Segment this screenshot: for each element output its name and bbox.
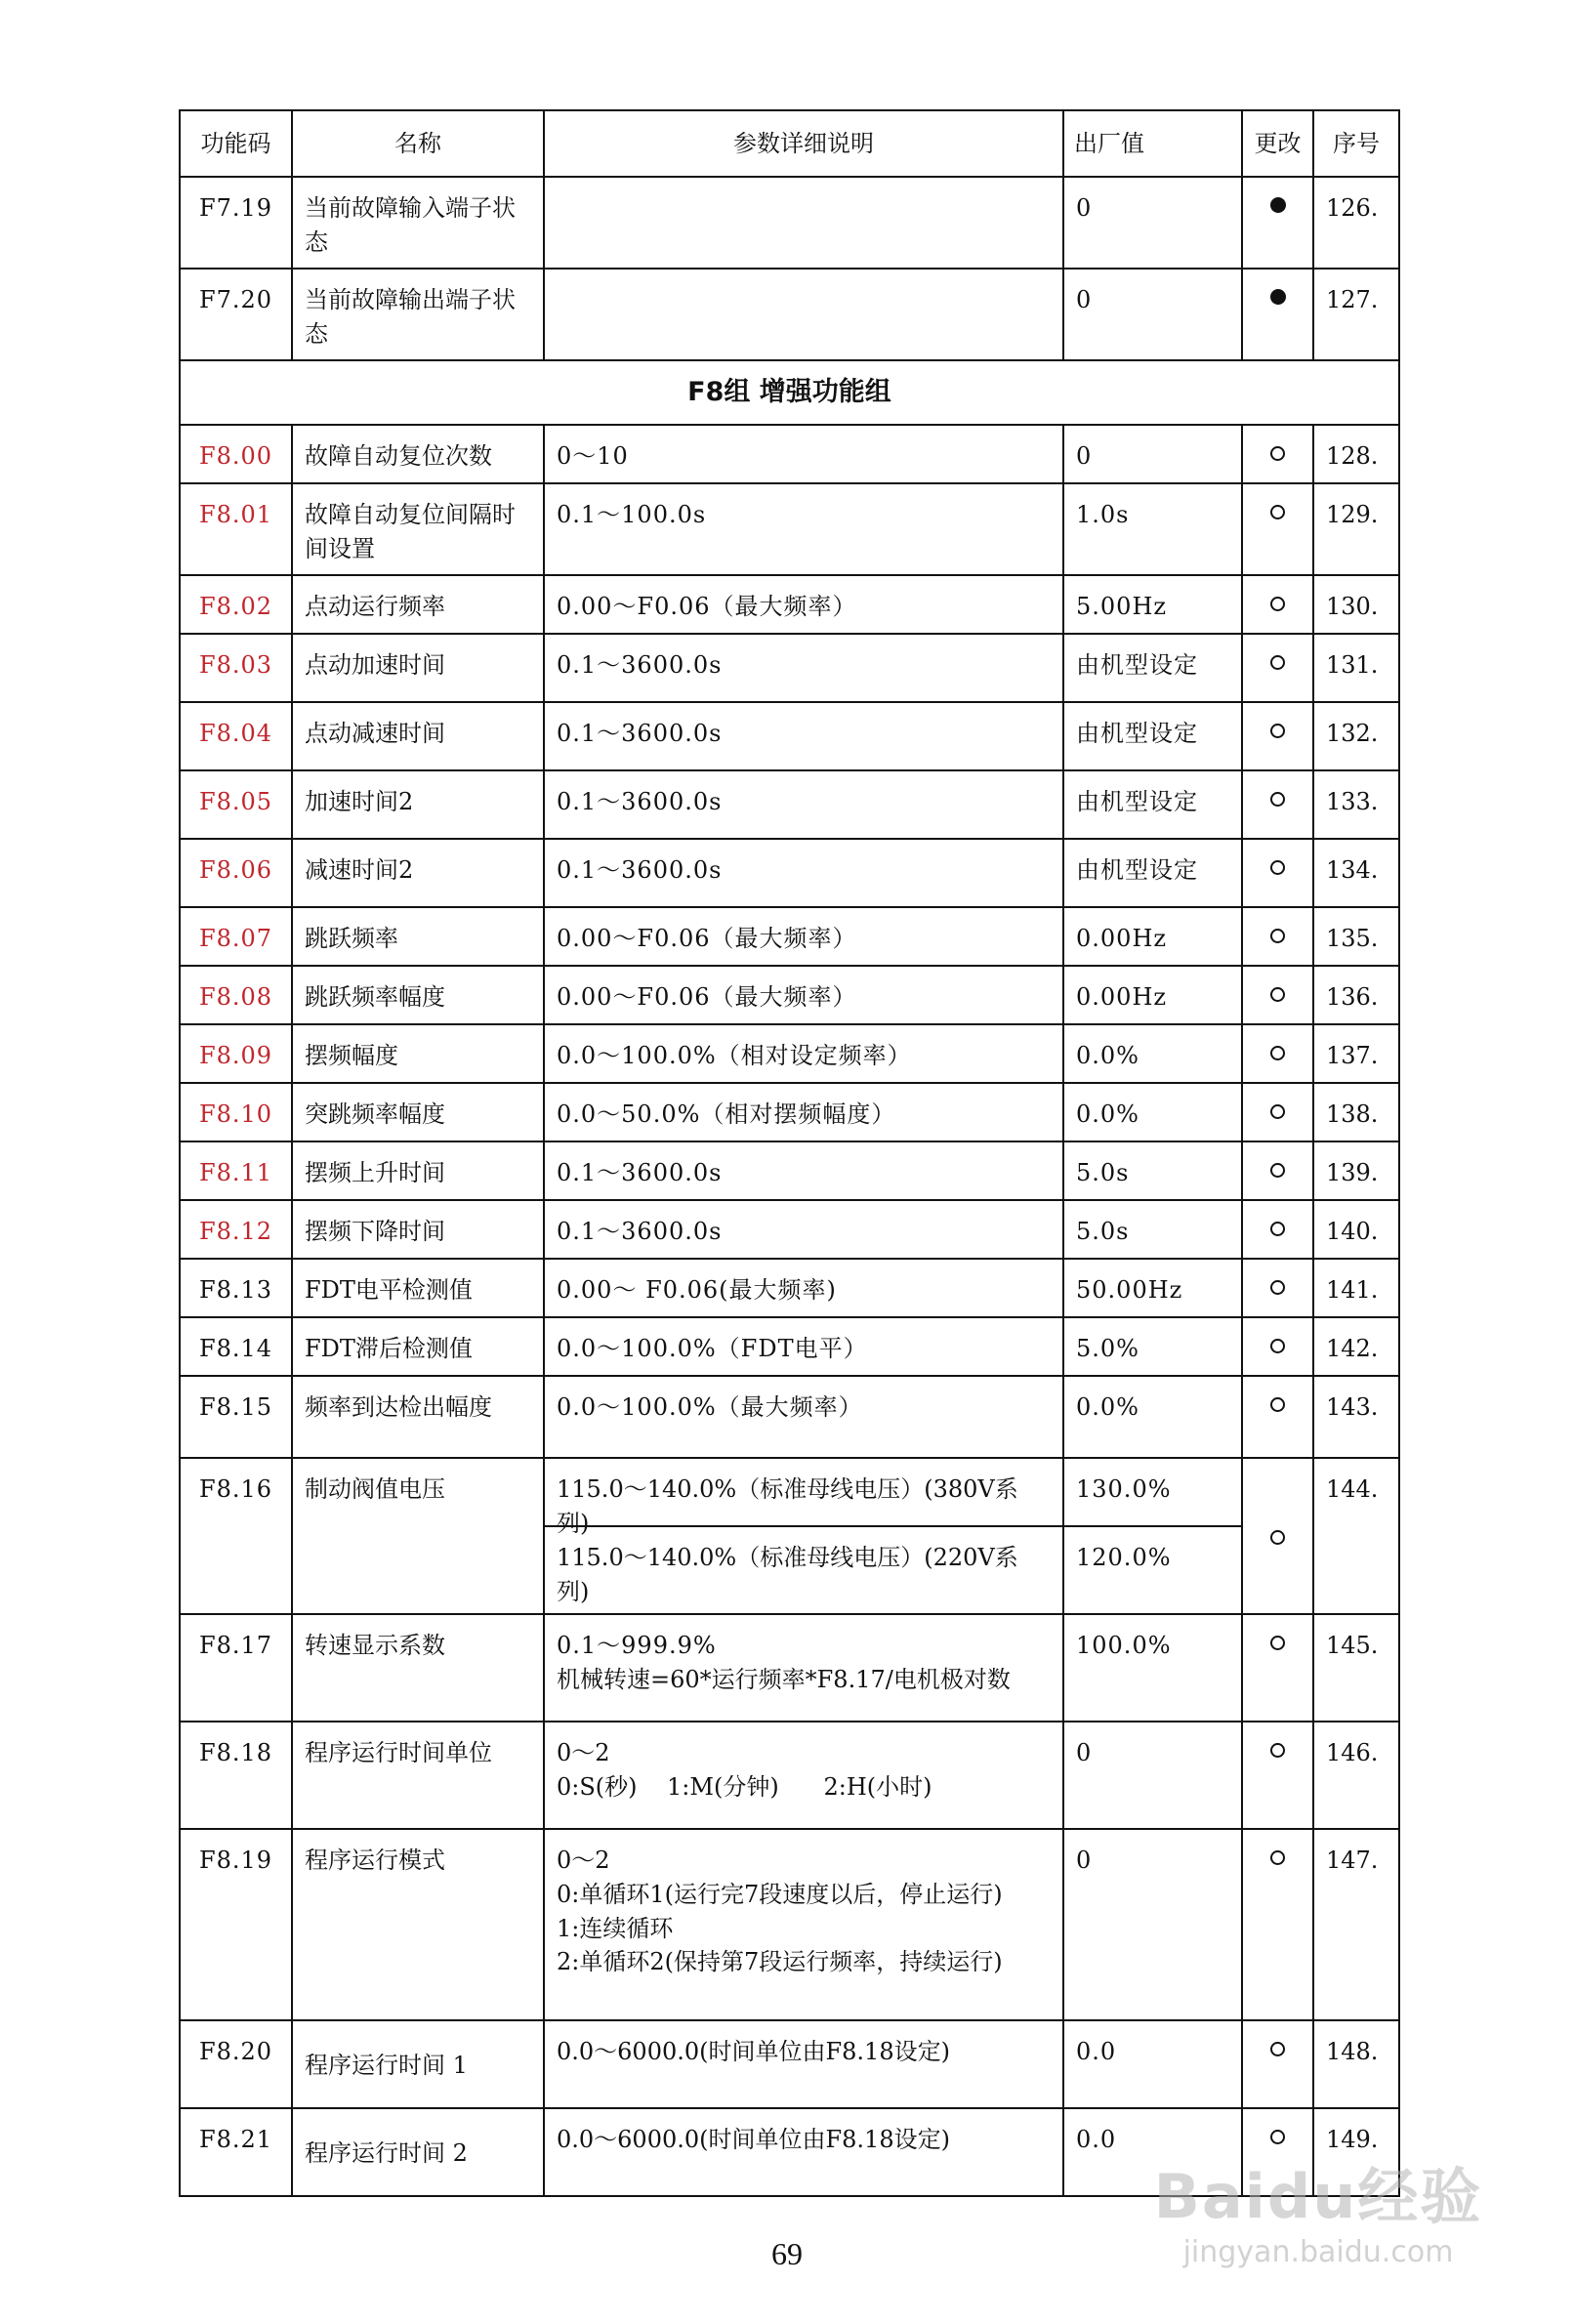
desc-line: 0:单循环1(运行完7段速度以后，停止运行) bbox=[557, 1880, 1003, 1908]
row-code: F8.07 bbox=[180, 907, 292, 966]
hollow-circle-icon bbox=[1270, 597, 1285, 611]
row-desc: 0.1～3600.0s bbox=[544, 1141, 1063, 1200]
row-default: 0 bbox=[1063, 1829, 1242, 2020]
row-change bbox=[1242, 1458, 1313, 1614]
table-row bbox=[180, 177, 1399, 269]
row-change bbox=[1242, 966, 1313, 1024]
table-row-f818 bbox=[180, 1722, 1399, 1829]
row-code: F7.19 bbox=[180, 177, 292, 269]
table-row bbox=[180, 966, 1399, 1024]
desc-line: 0～2 bbox=[557, 1739, 610, 1766]
row-change bbox=[1242, 634, 1313, 702]
row-name: 当前故障输出端子状态 bbox=[292, 269, 544, 360]
hollow-circle-icon bbox=[1270, 724, 1285, 738]
table-row bbox=[180, 575, 1399, 634]
row-name: 减速时间2 bbox=[292, 839, 544, 907]
row-desc bbox=[544, 177, 1063, 269]
row-desc bbox=[544, 1829, 1063, 2020]
table-header-row bbox=[180, 110, 1399, 177]
row-code: F8.17 bbox=[180, 1614, 292, 1722]
table-row-f816 bbox=[180, 1458, 1399, 1614]
row-default: 0 bbox=[1063, 1722, 1242, 1829]
hollow-circle-icon bbox=[1270, 1280, 1285, 1295]
row-seq: 131. bbox=[1313, 634, 1399, 702]
row-name: 故障自动复位间隔时间设置 bbox=[292, 483, 544, 575]
row-code: F8.10 bbox=[180, 1083, 292, 1141]
row-code: F8.06 bbox=[180, 839, 292, 907]
row-name: 点动减速时间 bbox=[292, 702, 544, 770]
row-default: 0.0% bbox=[1063, 1083, 1242, 1141]
row-seq: 128. bbox=[1313, 425, 1399, 483]
group-title-row bbox=[180, 360, 1399, 425]
row-default: 由机型设定 bbox=[1063, 770, 1242, 839]
table-row bbox=[180, 1317, 1399, 1376]
row-change bbox=[1242, 575, 1313, 634]
table-row-f817 bbox=[180, 1614, 1399, 1722]
hollow-circle-icon bbox=[1270, 505, 1285, 519]
desc-380v: 115.0～140.0%（标准母线电压）(380V系列) bbox=[557, 1475, 1018, 1537]
row-code: F8.02 bbox=[180, 575, 292, 634]
row-seq: 146. bbox=[1313, 1722, 1399, 1829]
row-desc bbox=[544, 1614, 1063, 1722]
row-name: 程序运行时间 2 bbox=[292, 2108, 544, 2196]
row-desc: 0.0～6000.0(时间单位由F8.18设定) bbox=[544, 2108, 1063, 2196]
hollow-circle-icon bbox=[1270, 1850, 1285, 1865]
table-row bbox=[180, 1200, 1399, 1259]
row-change bbox=[1242, 1083, 1313, 1141]
row-seq: 126. bbox=[1313, 177, 1399, 269]
hollow-circle-icon bbox=[1270, 1104, 1285, 1119]
row-desc: 0.0～100.0%（最大频率） bbox=[544, 1376, 1063, 1458]
row-code: F8.00 bbox=[180, 425, 292, 483]
default-220v: 120.0% bbox=[1064, 1525, 1241, 1592]
row-desc: 0.0～6000.0(时间单位由F8.18设定) bbox=[544, 2020, 1063, 2108]
row-change bbox=[1242, 1376, 1313, 1458]
row-name: 当前故障输入端子状态 bbox=[292, 177, 544, 269]
hollow-circle-icon bbox=[1270, 2130, 1285, 2144]
row-default: 0 bbox=[1063, 269, 1242, 360]
header-default: 出厂值 bbox=[1063, 110, 1242, 177]
page-number: 69 bbox=[771, 2236, 803, 2271]
hollow-circle-icon bbox=[1270, 1397, 1285, 1412]
row-seq: 138. bbox=[1313, 1083, 1399, 1141]
row-seq: 145. bbox=[1313, 1614, 1399, 1722]
row-change bbox=[1242, 839, 1313, 907]
row-default: 5.0s bbox=[1063, 1200, 1242, 1259]
row-name: 摆频上升时间 bbox=[292, 1141, 544, 1200]
row-change bbox=[1242, 425, 1313, 483]
row-change bbox=[1242, 2020, 1313, 2108]
row-name: FDT电平检测值 bbox=[292, 1259, 544, 1317]
header-seq: 序号 bbox=[1313, 110, 1399, 177]
table-row bbox=[180, 269, 1399, 360]
header-name: 名称 bbox=[292, 110, 544, 177]
table-row bbox=[180, 770, 1399, 839]
row-default bbox=[1063, 1458, 1242, 1614]
table-row bbox=[180, 1024, 1399, 1083]
hollow-circle-icon bbox=[1270, 929, 1285, 943]
row-seq: 140. bbox=[1313, 1200, 1399, 1259]
desc-line: 0～2 bbox=[557, 1847, 610, 1874]
row-seq: 143. bbox=[1313, 1376, 1399, 1458]
row-seq: 135. bbox=[1313, 907, 1399, 966]
table-row bbox=[180, 425, 1399, 483]
row-desc: 0.1～100.0s bbox=[544, 483, 1063, 575]
desc-line: 1:连续循环 bbox=[557, 1914, 674, 1942]
row-seq: 139. bbox=[1313, 1141, 1399, 1200]
row-desc: 0.1～3600.0s bbox=[544, 702, 1063, 770]
group-title: F8组 增强功能组 bbox=[180, 360, 1399, 425]
table-row-f819 bbox=[180, 1829, 1399, 2020]
default-380v: 130.0% bbox=[1076, 1475, 1172, 1503]
row-desc: 0.00～F0.06（最大频率） bbox=[544, 907, 1063, 966]
row-default: 由机型设定 bbox=[1063, 634, 1242, 702]
row-code: F8.16 bbox=[180, 1458, 292, 1614]
row-desc bbox=[544, 1458, 1063, 1614]
row-name: 跳跃频率 bbox=[292, 907, 544, 966]
row-default: 5.0% bbox=[1063, 1317, 1242, 1376]
row-name: 点动运行频率 bbox=[292, 575, 544, 634]
row-default: 50.00Hz bbox=[1063, 1259, 1242, 1317]
row-change bbox=[1242, 1141, 1313, 1200]
row-name: 突跳频率幅度 bbox=[292, 1083, 544, 1141]
row-seq: 149. bbox=[1313, 2108, 1399, 2196]
row-default: 由机型设定 bbox=[1063, 839, 1242, 907]
header-change: 更改 bbox=[1242, 110, 1313, 177]
row-code: F8.03 bbox=[180, 634, 292, 702]
hollow-circle-icon bbox=[1270, 1163, 1285, 1178]
table-row bbox=[180, 2108, 1399, 2196]
table-row bbox=[180, 2020, 1399, 2108]
row-code: F8.19 bbox=[180, 1829, 292, 2020]
header-code: 功能码 bbox=[180, 110, 292, 177]
hollow-circle-icon bbox=[1270, 446, 1285, 461]
row-seq: 137. bbox=[1313, 1024, 1399, 1083]
row-seq: 132. bbox=[1313, 702, 1399, 770]
row-default: 0 bbox=[1063, 177, 1242, 269]
desc-220v: 115.0～140.0%（标准母线电压）(220V系列) bbox=[545, 1525, 1062, 1592]
row-desc: 0.0～100.0%（相对设定频率） bbox=[544, 1024, 1063, 1083]
row-name: 频率到达检出幅度 bbox=[292, 1376, 544, 1458]
row-name: 点动加速时间 bbox=[292, 634, 544, 702]
row-name: 程序运行时间 1 bbox=[292, 2020, 544, 2108]
row-desc: 0.1～3600.0s bbox=[544, 839, 1063, 907]
row-desc: 0.0～100.0%（FDT电平） bbox=[544, 1317, 1063, 1376]
row-code: F8.09 bbox=[180, 1024, 292, 1083]
row-code: F8.21 bbox=[180, 2108, 292, 2196]
row-change bbox=[1242, 269, 1313, 360]
table-row bbox=[180, 839, 1399, 907]
row-desc: 0～10 bbox=[544, 425, 1063, 483]
row-desc: 0.00～F0.06（最大频率） bbox=[544, 966, 1063, 1024]
row-name: FDT滞后检测值 bbox=[292, 1317, 544, 1376]
row-seq: 133. bbox=[1313, 770, 1399, 839]
row-name: 摆频幅度 bbox=[292, 1024, 544, 1083]
row-code: F8.14 bbox=[180, 1317, 292, 1376]
row-default: 5.00Hz bbox=[1063, 575, 1242, 634]
row-default: 0.0% bbox=[1063, 1024, 1242, 1083]
row-code: F8.05 bbox=[180, 770, 292, 839]
row-seq: 142. bbox=[1313, 1317, 1399, 1376]
f8-rows bbox=[180, 425, 1399, 1458]
row-desc bbox=[544, 269, 1063, 360]
hollow-circle-icon bbox=[1270, 1339, 1285, 1353]
row-change bbox=[1242, 1200, 1313, 1259]
row-desc: 0.0～50.0%（相对摆频幅度） bbox=[544, 1083, 1063, 1141]
row-name: 转速显示系数 bbox=[292, 1614, 544, 1722]
desc-line: 机械转速=60*运行频率*F8.17/电机极对数 bbox=[557, 1665, 1011, 1693]
row-name: 加速时间2 bbox=[292, 770, 544, 839]
row-default: 由机型设定 bbox=[1063, 702, 1242, 770]
table-row bbox=[180, 907, 1399, 966]
hollow-circle-icon bbox=[1270, 1046, 1285, 1060]
row-change bbox=[1242, 1722, 1313, 1829]
row-code: F8.15 bbox=[180, 1376, 292, 1458]
row-change bbox=[1242, 770, 1313, 839]
hollow-circle-icon bbox=[1270, 1636, 1285, 1650]
row-change bbox=[1242, 907, 1313, 966]
row-change bbox=[1242, 702, 1313, 770]
row-seq: 147. bbox=[1313, 1829, 1399, 2020]
desc-line: 0:S(秒) 1:M(分钟) 2:H(小时) bbox=[557, 1772, 932, 1801]
row-default: 1.0s bbox=[1063, 483, 1242, 575]
row-default: 0 bbox=[1063, 425, 1242, 483]
row-desc: 0.00～F0.06（最大频率） bbox=[544, 575, 1063, 634]
row-desc: 0.00～ F0.06(最大频率) bbox=[544, 1259, 1063, 1317]
filled-dot-icon bbox=[1270, 289, 1286, 305]
hollow-circle-icon bbox=[1270, 987, 1285, 1002]
table-row bbox=[180, 1083, 1399, 1141]
desc-line: 0.1～999.9% bbox=[557, 1632, 717, 1659]
desc-line: 2:单循环2(保持第7段运行频率，持续运行) bbox=[557, 1948, 1003, 1976]
hollow-circle-icon bbox=[1270, 1743, 1285, 1758]
row-default: 100.0% bbox=[1063, 1614, 1242, 1722]
row-code: F8.18 bbox=[180, 1722, 292, 1829]
row-name: 制动阀值电压 bbox=[292, 1458, 544, 1614]
row-change bbox=[1242, 1317, 1313, 1376]
table-row bbox=[180, 1376, 1399, 1458]
table-row bbox=[180, 1259, 1399, 1317]
row-seq: 134. bbox=[1313, 839, 1399, 907]
row-seq: 136. bbox=[1313, 966, 1399, 1024]
row-code: F8.13 bbox=[180, 1259, 292, 1317]
row-code: F8.08 bbox=[180, 966, 292, 1024]
row-default: 5.0s bbox=[1063, 1141, 1242, 1200]
table-row bbox=[180, 483, 1399, 575]
row-seq: 141. bbox=[1313, 1259, 1399, 1317]
row-desc: 0.1～3600.0s bbox=[544, 634, 1063, 702]
row-name: 程序运行模式 bbox=[292, 1829, 544, 2020]
hollow-circle-icon bbox=[1270, 860, 1285, 875]
row-desc bbox=[544, 1722, 1063, 1829]
row-desc: 0.1～3600.0s bbox=[544, 1200, 1063, 1259]
row-seq: 144. bbox=[1313, 1458, 1399, 1614]
row-change bbox=[1242, 2108, 1313, 2196]
table-row bbox=[180, 702, 1399, 770]
parameter-table bbox=[179, 109, 1400, 2197]
row-code: F7.20 bbox=[180, 269, 292, 360]
row-name: 摆频下降时间 bbox=[292, 1200, 544, 1259]
hollow-circle-icon bbox=[1270, 1530, 1285, 1545]
hollow-circle-icon bbox=[1270, 1222, 1285, 1236]
row-code: F8.12 bbox=[180, 1200, 292, 1259]
row-default: 0.0% bbox=[1063, 1376, 1242, 1458]
table-row bbox=[180, 1141, 1399, 1200]
row-default: 0.00Hz bbox=[1063, 966, 1242, 1024]
row-seq: 129. bbox=[1313, 483, 1399, 575]
header-desc: 参数详细说明 bbox=[544, 110, 1063, 177]
hollow-circle-icon bbox=[1270, 2042, 1285, 2056]
row-code: F8.01 bbox=[180, 483, 292, 575]
table-row bbox=[180, 634, 1399, 702]
row-name: 跳跃频率幅度 bbox=[292, 966, 544, 1024]
row-default: 0.00Hz bbox=[1063, 907, 1242, 966]
watermark-brand: Baidu经验 bbox=[1153, 2161, 1483, 2232]
row-code: F8.04 bbox=[180, 702, 292, 770]
row-seq: 130. bbox=[1313, 575, 1399, 634]
row-change bbox=[1242, 1024, 1313, 1083]
filled-dot-icon bbox=[1270, 197, 1286, 213]
row-seq: 148. bbox=[1313, 2020, 1399, 2108]
row-name: 程序运行时间单位 bbox=[292, 1722, 544, 1829]
row-default: 0.0 bbox=[1063, 2108, 1242, 2196]
row-desc: 0.1～3600.0s bbox=[544, 770, 1063, 839]
row-code: F8.11 bbox=[180, 1141, 292, 1200]
row-change bbox=[1242, 1614, 1313, 1722]
hollow-circle-icon bbox=[1270, 792, 1285, 807]
watermark-url: jingyan.baidu.com bbox=[1182, 2235, 1454, 2269]
row-change bbox=[1242, 177, 1313, 269]
row-change bbox=[1242, 483, 1313, 575]
row-name: 故障自动复位次数 bbox=[292, 425, 544, 483]
row-code: F8.20 bbox=[180, 2020, 292, 2108]
row-change bbox=[1242, 1829, 1313, 2020]
row-seq: 127. bbox=[1313, 269, 1399, 360]
row-default: 0.0 bbox=[1063, 2020, 1242, 2108]
row-change bbox=[1242, 1259, 1313, 1317]
hollow-circle-icon bbox=[1270, 655, 1285, 670]
